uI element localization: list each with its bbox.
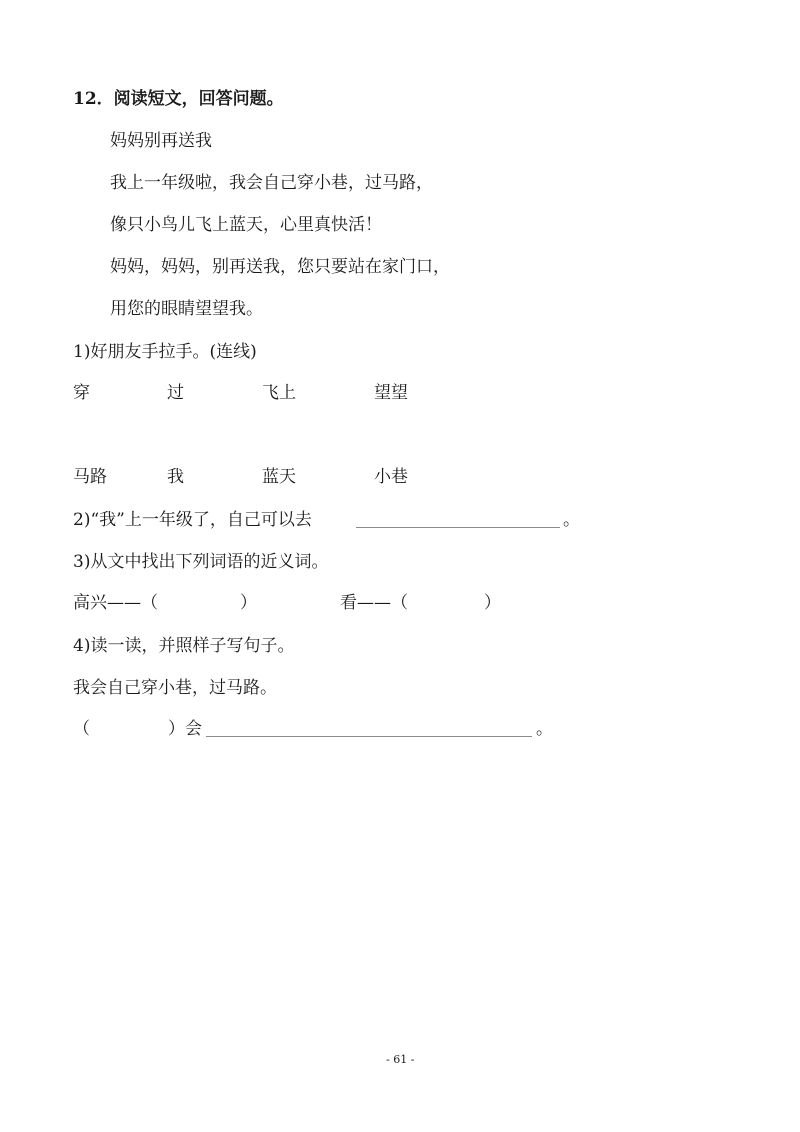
match-top-word[interactable]: 穿 — [73, 383, 90, 403]
q2-answer-blank[interactable] — [356, 527, 560, 528]
q4-example-sentence: 我会自己穿小巷，过马路。 — [73, 678, 277, 698]
q4-close-paren-hui: ）会 — [168, 719, 202, 739]
q3-prompt: 3)从文中找出下列词语的近义词。 — [73, 552, 329, 572]
match-bottom-word[interactable]: 小巷 — [374, 467, 408, 487]
poem-line: 用您的眼睛望望我。 — [110, 299, 263, 319]
match-top-word[interactable]: 过 — [167, 383, 184, 403]
q3-answer-box-kan[interactable] — [418, 590, 482, 614]
q3-item-gaoxing: 高兴——（ — [73, 593, 158, 613]
q3-item-kan-close: ） — [484, 593, 501, 613]
poem-line: 妈妈，妈妈，别再送我，您只要站在家门口， — [110, 257, 450, 277]
poem-title: 妈妈别再送我 — [110, 131, 212, 151]
q3-item-gaoxing-close: ） — [240, 593, 257, 613]
match-bottom-word[interactable]: 蓝天 — [262, 467, 296, 487]
q3-item-kan: 看——（ — [340, 593, 408, 613]
match-top-word[interactable]: 飞上 — [262, 383, 296, 403]
q4-subject-box[interactable] — [92, 716, 166, 740]
match-bottom-word[interactable]: 我 — [167, 467, 184, 487]
poem-line: 我上一年级啦，我会自己穿小巷，过马路， — [110, 173, 433, 193]
page-number: - 61 - — [386, 1053, 415, 1066]
q4-prompt: 4)读一读，并照样子写句子。 — [73, 636, 295, 656]
q2-end-punct: 。 — [563, 510, 580, 530]
q3-answer-box-gaoxing[interactable] — [172, 590, 238, 614]
question-title: 12．阅读短文，回答问题。 — [73, 89, 284, 109]
q1-prompt: 1)好朋友手拉手。(连线) — [73, 342, 257, 362]
q4-open-paren: （ — [73, 719, 90, 739]
q4-end-punct: 。 — [536, 719, 553, 739]
match-top-word[interactable]: 望望 — [374, 383, 408, 403]
q4-answer-blank[interactable] — [206, 736, 532, 737]
match-bottom-word[interactable]: 马路 — [73, 467, 107, 487]
poem-line: 像只小鸟儿飞上蓝天，心里真快活！ — [110, 215, 382, 235]
q2-prompt: 2)“我”上一年级了，自己可以去 — [73, 510, 312, 530]
